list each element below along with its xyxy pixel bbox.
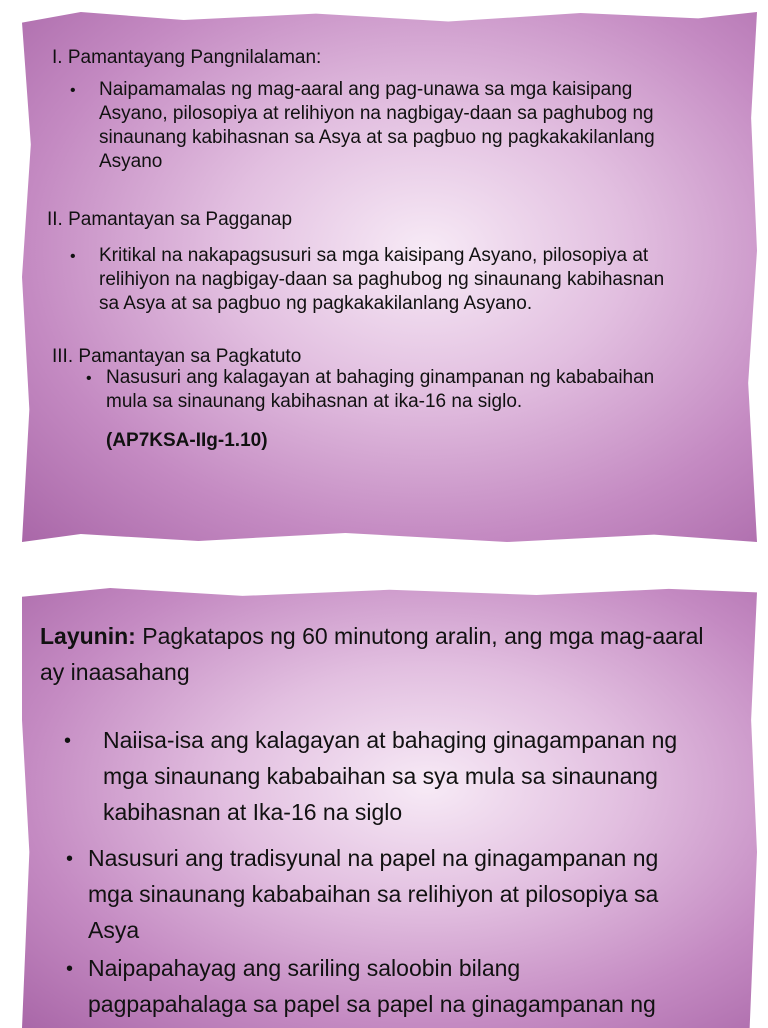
text-line: sinaunang kabihasnan sa Asya at sa pagbuo ng pagkakakilanlang (99, 127, 655, 148)
bullet: • (70, 248, 76, 265)
text-line: Asyano, pilosopiya at relihiyon na nagbigay-daan sa paghubog ng (99, 103, 654, 124)
text-line: mula sa sinaunang kabihasnan at ika-16 na siglo. (106, 391, 523, 412)
text-line: mga sinaunang kababaihan sa sya mula sa sinaunang (103, 763, 658, 789)
text-line: Naipamamalas ng mag-aaral ang pag-unawa sa mga kaisipang (99, 79, 633, 100)
text-line: Kritikal na nakapagsusuri sa mga kaisipang Asyano, pilosopiya at (99, 245, 649, 266)
bullet: • (66, 958, 74, 980)
text-line: Nasusuri ang tradisyunal na papel na ginagampanan ng (88, 845, 659, 871)
objective-2-text (88, 840, 658, 948)
text-line: Nasusuri ang kalagayan at bahaging ginampanan ng kababaihan (106, 367, 655, 388)
layunin-label: Layunin: (40, 623, 136, 649)
intro-text: ay inaasahang (40, 659, 190, 685)
competency-code: (AP7KSA-IIg-1.10) (106, 430, 268, 451)
bullet: • (64, 730, 72, 752)
text-line: Asyano (99, 151, 163, 172)
text-line: Naiisa-isa ang kalagayan at bahaging ginagampanan ng (103, 727, 678, 753)
objective-3-text (88, 950, 656, 1022)
content-standard-text (99, 78, 655, 174)
text-line: Asya (88, 917, 140, 943)
bullet: • (86, 370, 92, 387)
text-line: mga sinaunang kababaihan sa relihiyon at pilosopiya sa (88, 881, 659, 907)
objectives-intro (40, 618, 704, 690)
bullet: • (70, 82, 76, 99)
intro-text: Pagkatapos ng 60 minutong aralin, ang mga mag-aaral (142, 623, 704, 649)
heading-performance-standard: II. Pamantayan sa Pagganap (47, 209, 293, 230)
text-line: sa Asya at sa pagbuo ng pagkakakilanlang Asyano. (99, 293, 533, 314)
heading-content-standard: I. Pamantayang Pangnilalaman: (52, 47, 322, 68)
text-line: Naipapahayag ang sariling saloobin bilang (88, 955, 521, 981)
heading-learning-competency: III. Pamantayan sa Pagkatuto (52, 346, 302, 367)
objective-1-text (103, 722, 677, 830)
text-line: kabihasnan at Ika-16 na siglo (103, 799, 403, 825)
performance-standard-text (99, 244, 664, 316)
text-line: relihiyon na nagbigay-daan sa paghubog ng sinaunang kabihasnan (99, 269, 665, 290)
learning-competency-text (106, 366, 654, 414)
bullet: • (66, 848, 74, 870)
text-line: pagpapahalaga sa papel sa papel na ginagampanan ng (88, 991, 656, 1017)
